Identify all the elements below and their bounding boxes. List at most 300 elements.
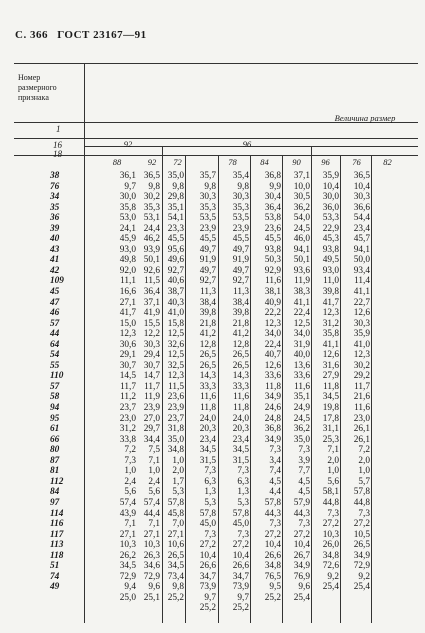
table-cell: 27,1	[119, 297, 136, 308]
table-cell: 58,1	[322, 487, 339, 498]
table-cell: 12,5	[167, 350, 184, 361]
size-number: 81	[50, 466, 60, 477]
table-cell: 11,8	[265, 381, 281, 392]
table-cell: 24,8	[264, 413, 281, 424]
group-96: 96	[242, 139, 252, 149]
table-cell: 36,6	[353, 202, 370, 213]
table-cell: 46,2	[143, 234, 160, 245]
table-cell: 53,8	[264, 213, 281, 224]
table-cell: 7,1	[124, 519, 136, 530]
table-cell: 5,3	[204, 497, 216, 508]
size-number: 116	[50, 519, 64, 530]
size-number: 114	[50, 508, 64, 519]
table-cell: 25,2	[264, 592, 281, 603]
table-cell: 12,6	[353, 308, 370, 319]
table-cell: 25,3	[322, 434, 339, 445]
table-cell: 20,3	[199, 424, 216, 435]
table-cell: 35,7	[199, 171, 216, 181]
table-cell: 92,9	[264, 265, 281, 276]
table-cell: 11,0	[323, 276, 339, 287]
table-cell: 11,6	[354, 403, 370, 414]
divider-8	[371, 155, 372, 623]
table-cell: 72,9	[119, 571, 136, 582]
table-cell: 30,5	[293, 192, 310, 203]
table-cell: 2,0	[327, 455, 339, 466]
value-column-96	[283, 171, 310, 603]
table-cell: 22,4	[264, 339, 281, 350]
table-cell: 26,6	[232, 561, 249, 572]
table-cell: 93,4	[353, 265, 370, 276]
table-cell: 41,9	[143, 308, 160, 319]
table-cell: 31,9	[293, 339, 310, 350]
table-cell: 94,1	[353, 244, 370, 255]
table-cell: 11,9	[144, 392, 160, 403]
table-cell: 26,1	[353, 434, 370, 445]
table-cell: 39,8	[232, 308, 249, 319]
table-cell: 24,6	[264, 403, 281, 414]
table-cell: 3,4	[269, 455, 281, 466]
table-cell: 34,9	[293, 561, 310, 572]
table-cell: 21,6	[353, 392, 370, 403]
table-cell: 5,7	[358, 476, 370, 487]
table-cell: 91,9	[199, 255, 216, 266]
table-cell: 35,1	[293, 392, 310, 403]
table-cell: 9,8	[148, 181, 160, 192]
table-cell: 10,4	[264, 540, 281, 551]
standard-number: ГОСТ 23167—91	[57, 29, 147, 41]
table-cell: 38,4	[232, 297, 249, 308]
table-cell: 10,4	[322, 181, 339, 192]
table-cell: 11,8	[323, 381, 339, 392]
table-cell: 33,6	[293, 371, 310, 382]
table-cell: 44,3	[293, 508, 310, 519]
table-cell: 29,2	[353, 371, 370, 382]
table-cell: 9,7	[204, 592, 216, 603]
table-cell: 26,7	[293, 550, 310, 561]
table-cell: 40,0	[293, 350, 310, 361]
table-cell: 41,0	[167, 308, 184, 319]
table-cell: 30,0	[119, 192, 136, 203]
table-cell: 12,5	[293, 318, 310, 329]
table-cell: 7,3	[327, 508, 339, 519]
table-cell: 45,5	[232, 234, 249, 245]
table-cell: 41,7	[119, 308, 136, 319]
table-cell: 34,0	[293, 329, 310, 340]
table-cell: 9,7	[124, 181, 136, 192]
table-cell: 30,3	[353, 192, 370, 203]
table-cell: 13,6	[293, 360, 310, 371]
table-cell: 4,5	[269, 476, 281, 487]
table-cell: 50,0	[353, 255, 370, 266]
table-cell: 11,6	[200, 392, 216, 403]
table-cell: 27,1	[143, 529, 160, 540]
table-cell: 7,3	[269, 519, 281, 530]
table-cell: 11,5	[168, 381, 184, 392]
table-cell: 40,7	[264, 350, 281, 361]
table-cell: 26,5	[199, 360, 216, 371]
table-cell: 22,7	[353, 297, 370, 308]
table-cell: 11,3	[200, 287, 216, 298]
table-cell: 10,3	[119, 540, 136, 551]
table-cell: 10,4	[232, 550, 249, 561]
table-cell: 26,3	[143, 550, 160, 561]
table-cell: 12,3	[119, 329, 136, 340]
table-cell: 38,4	[199, 297, 216, 308]
table-cell: 41,2	[199, 329, 216, 340]
size-number: 42	[50, 265, 60, 276]
table-cell: 36,0	[322, 202, 339, 213]
table-cell: 24,5	[293, 223, 310, 234]
table-cell: 35,8	[119, 202, 136, 213]
table-cell: 11,4	[354, 276, 370, 287]
table-cell: 34,6	[143, 561, 160, 572]
table-cell: 49,7	[232, 244, 249, 255]
table-cell: 3,9	[298, 455, 310, 466]
table-cell: 50,1	[143, 255, 160, 266]
table-cell: 34,9	[264, 392, 281, 403]
table-cell: 35,3	[143, 202, 160, 213]
table-cell: 27,2	[353, 519, 370, 530]
size-number: 44	[50, 329, 60, 340]
table-cell: 73,9	[199, 582, 216, 593]
table-cell: 41,1	[322, 339, 339, 350]
table-cell: 40,3	[167, 297, 184, 308]
table-cell: 33,3	[199, 381, 216, 392]
table-cell: 14,7	[143, 371, 160, 382]
table-cell: 93,8	[322, 244, 339, 255]
table-cell: 35,4	[232, 171, 249, 181]
size-number: 94	[50, 403, 60, 414]
table-cell: 11,7	[144, 381, 160, 392]
table-cell: 34,9	[264, 434, 281, 445]
value-column-88	[86, 171, 136, 603]
table-cell: 12,6	[264, 360, 281, 371]
table-cell: 7,3	[269, 445, 281, 456]
table-cell: 34,8	[264, 561, 281, 572]
table-cell: 16,6	[119, 287, 136, 298]
table-cell: 21,8	[199, 318, 216, 329]
value-column-90	[251, 171, 281, 603]
table-cell: 36,8	[264, 424, 281, 435]
table-cell: 57,9	[293, 497, 310, 508]
table-cell: 23,9	[167, 403, 184, 414]
size-number: 84	[50, 487, 60, 498]
table-cell: 7,3	[237, 466, 249, 477]
table-cell: 7,3	[204, 529, 216, 540]
table-cell: 26,0	[322, 540, 339, 551]
table-cell: 24,4	[143, 223, 160, 234]
size-number: 112	[50, 476, 64, 487]
table-cell: 4,5	[298, 487, 310, 498]
subcol-72: 72	[173, 157, 182, 167]
table-cell: 30,0	[322, 192, 339, 203]
table-cell: 26,5	[232, 360, 249, 371]
table-cell: 72,6	[322, 561, 339, 572]
size-number: 66	[50, 434, 60, 445]
table-cell: 54,0	[293, 213, 310, 224]
table-cell: 53,5	[232, 213, 249, 224]
table-cell: 26,2	[119, 550, 136, 561]
value-column-92	[136, 171, 160, 603]
size-number: 57	[50, 381, 60, 392]
table-cell: 1,0	[148, 466, 160, 477]
table-cell: 39,8	[322, 287, 339, 298]
table-cell: 35,9	[322, 171, 339, 181]
table-cell: 10,4	[353, 181, 370, 192]
table-cell: 2,0	[172, 466, 184, 477]
table-cell: 22,4	[293, 308, 310, 319]
table-cell: 33,6	[264, 371, 281, 382]
size-number: 46	[50, 308, 60, 319]
table-cell: 11,7	[120, 381, 136, 392]
size-number: 38	[50, 171, 60, 181]
table-cell: 14,3	[199, 371, 216, 382]
size-number: 97	[50, 497, 60, 508]
table-cell: 9,4	[124, 582, 136, 593]
table-cell: 7,1	[148, 455, 160, 466]
table-cell: 11,2	[120, 392, 136, 403]
size-number: 87	[50, 455, 60, 466]
table-cell: 25,1	[143, 592, 160, 603]
table-cell: 30,2	[143, 192, 160, 203]
table-cell: 19,8	[322, 403, 339, 414]
size-number: 34	[50, 192, 60, 203]
table-cell: 35,3	[199, 202, 216, 213]
table-cell: 5,6	[148, 487, 160, 498]
table-cell: 30,4	[264, 192, 281, 203]
table-cell: 9,7	[237, 592, 249, 603]
table-cell: 30,3	[232, 192, 249, 203]
table-cell: 41,1	[293, 297, 310, 308]
value-column-72	[160, 171, 184, 603]
table-cell: 26,6	[264, 550, 281, 561]
table-cell: 29,4	[143, 350, 160, 361]
row-label-16: 16	[53, 140, 62, 150]
value-column-82	[341, 171, 370, 593]
table-cell: 30,3	[199, 192, 216, 203]
table-cell: 31,2	[322, 318, 339, 329]
subcol-76: 76	[352, 157, 361, 167]
table-cell: 15,8	[167, 318, 184, 329]
table-cell: 2,4	[148, 476, 160, 487]
table-cell: 30,2	[353, 360, 370, 371]
table-cell: 5,3	[237, 497, 249, 508]
table-cell: 27,2	[293, 529, 310, 540]
table-cell: 45,3	[322, 234, 339, 245]
table-cell: 10,5	[353, 529, 370, 540]
size-number: 54	[50, 350, 60, 361]
table-cell: 27,2	[322, 519, 339, 530]
table-cell: 5,6	[124, 487, 136, 498]
page-header	[15, 29, 153, 41]
table-cell: 1,3	[237, 487, 249, 498]
table-cell: 34,5	[199, 445, 216, 456]
table-cell: 15,5	[143, 318, 160, 329]
table-cell: 14,5	[119, 371, 136, 382]
table-cell: 1,7	[172, 476, 184, 487]
table-cell: 34,4	[143, 434, 160, 445]
table-cell: 5,6	[327, 476, 339, 487]
size-number: 110	[50, 371, 64, 382]
subcol-88: 88	[112, 157, 122, 167]
table-cell: 9,8	[204, 181, 216, 192]
table-cell: 7,3	[204, 466, 216, 477]
size-number: 74	[50, 571, 60, 582]
size-number: 45	[50, 287, 60, 298]
table-cell: 57,8	[199, 508, 216, 519]
table-cell: 12,2	[143, 329, 160, 340]
table-cell: 26,5	[232, 350, 249, 361]
table-cell: 34,9	[353, 550, 370, 561]
table-cell: 45,5	[167, 234, 184, 245]
table-cell: 53,5	[199, 213, 216, 224]
table-cell: 11,7	[354, 381, 370, 392]
table-cell: 31,1	[322, 424, 339, 435]
size-number: 36	[50, 213, 60, 224]
table-cell: 35,3	[232, 202, 249, 213]
table-cell: 35,0	[293, 434, 310, 445]
table-cell: 57,4	[143, 497, 160, 508]
table-cell: 37,1	[293, 171, 310, 181]
table-cell: 12,6	[322, 350, 339, 361]
table-cell: 45,5	[264, 234, 281, 245]
table-cell: 11,3	[233, 287, 249, 298]
table-cell: 91,9	[232, 255, 249, 266]
table-cell: 25,4	[322, 582, 339, 593]
table-cell: 49,7	[232, 265, 249, 276]
table-cell: 57,8	[264, 497, 281, 508]
size-number: 51	[50, 561, 60, 572]
table-cell: 21,8	[232, 318, 249, 329]
table-cell: 38,3	[293, 287, 310, 298]
table-cell: 41,7	[322, 297, 339, 308]
row-rule-16	[14, 138, 418, 139]
table-cell: 11,6	[294, 381, 310, 392]
table-cell: 57,8	[232, 508, 249, 519]
table-cell: 93,8	[264, 244, 281, 255]
table-cell: 23,4	[232, 434, 249, 445]
size-number: 113	[50, 540, 64, 551]
table-cell: 7,1	[327, 445, 339, 456]
value-column-76	[312, 171, 339, 593]
table-cell: 34,7	[232, 571, 249, 582]
table-cell: 41,0	[353, 339, 370, 350]
table-cell: 9,8	[172, 582, 184, 593]
table-cell: 2,0	[358, 455, 370, 466]
table-cell: 14,3	[232, 371, 249, 382]
group-92: 92	[123, 139, 133, 149]
table-cell: 4,5	[298, 476, 310, 487]
table-cell: 23,0	[353, 413, 370, 424]
table-top-rule	[14, 63, 418, 64]
table-cell: 7,3	[358, 508, 370, 519]
table-cell: 31,8	[167, 424, 184, 435]
table-cell: 23,6	[264, 223, 281, 234]
table-cell: 36,8	[264, 171, 281, 181]
table-cell: 15,0	[119, 318, 136, 329]
table-cell: 23,4	[199, 434, 216, 445]
table-cell: 23,3	[167, 223, 184, 234]
subcol-82: 82	[383, 157, 392, 167]
table-cell: 35,8	[322, 329, 339, 340]
size-number: 40	[50, 234, 60, 245]
table-cell: 44,4	[143, 508, 160, 519]
table-cell: 45,0	[199, 519, 216, 530]
table-cell: 25,0	[119, 592, 136, 603]
table-cell: 94,1	[293, 244, 310, 255]
table-cell: 10,4	[293, 540, 310, 551]
size-number: 41	[50, 255, 60, 266]
table-cell: 23,9	[143, 403, 160, 414]
table-cell: 7,0	[172, 519, 184, 530]
table-cell: 34,7	[199, 571, 216, 582]
table-cell: 92,7	[199, 276, 216, 287]
table-cell: 27,2	[232, 540, 249, 551]
table-cell: 6,3	[237, 476, 249, 487]
table-cell: 72,9	[353, 561, 370, 572]
table-cell: 31,2	[119, 424, 136, 435]
row-header-title: Номер размерного признака	[18, 73, 57, 102]
size-number: 95	[50, 413, 60, 424]
table-cell: 25,2	[167, 592, 184, 603]
table-cell: 34,0	[264, 329, 281, 340]
table-cell: 32,5	[167, 360, 184, 371]
table-cell: 36,4	[264, 202, 281, 213]
table-cell: 9,8	[172, 181, 184, 192]
size-number: 35	[50, 202, 60, 213]
table-cell: 32,6	[167, 339, 184, 350]
table-cell: 93,9	[143, 244, 160, 255]
table-cell: 24,9	[293, 403, 310, 414]
table-cell: 9,6	[298, 582, 310, 593]
table-cell: 25,2	[232, 603, 249, 614]
table-cell: 9,8	[237, 181, 249, 192]
subcol-84: 84	[260, 157, 269, 167]
table-cell: 23,7	[119, 403, 136, 414]
table-cell: 24,5	[293, 413, 310, 424]
table-cell: 31,5	[232, 455, 249, 466]
table-cell: 10,3	[322, 529, 339, 540]
table-cell: 12,3	[167, 371, 184, 382]
table-cell: 12,3	[264, 318, 281, 329]
table-cell: 27,2	[264, 529, 281, 540]
table-cell: 92,0	[119, 265, 136, 276]
table-cell: 33,3	[232, 381, 249, 392]
table-cell: 20,3	[232, 424, 249, 435]
table-cell: 34,8	[167, 445, 184, 456]
table-cell: 1,3	[204, 487, 216, 498]
table-cell: 10,4	[199, 550, 216, 561]
table-cell: 7,3	[298, 445, 310, 456]
table-cell: 25,2	[199, 603, 216, 614]
table-cell: 27,0	[143, 413, 160, 424]
table-cell: 11,6	[233, 392, 249, 403]
table-cell: 30,6	[119, 339, 136, 350]
table-cell: 23,9	[199, 223, 216, 234]
table-cell: 36,1	[119, 171, 136, 181]
table-cell: 57,8	[353, 487, 370, 498]
table-cell: 7,1	[148, 519, 160, 530]
size-number: 58	[50, 392, 60, 403]
table-cell: 9,6	[148, 582, 160, 593]
table-cell: 45,9	[119, 234, 136, 245]
table-cell: 44,3	[264, 508, 281, 519]
table-cell: 7,3	[124, 455, 136, 466]
table-cell: 45,5	[199, 234, 216, 245]
table-cell: 11,6	[265, 276, 281, 287]
table-cell: 2,4	[124, 476, 136, 487]
size-number: 76	[50, 181, 60, 192]
